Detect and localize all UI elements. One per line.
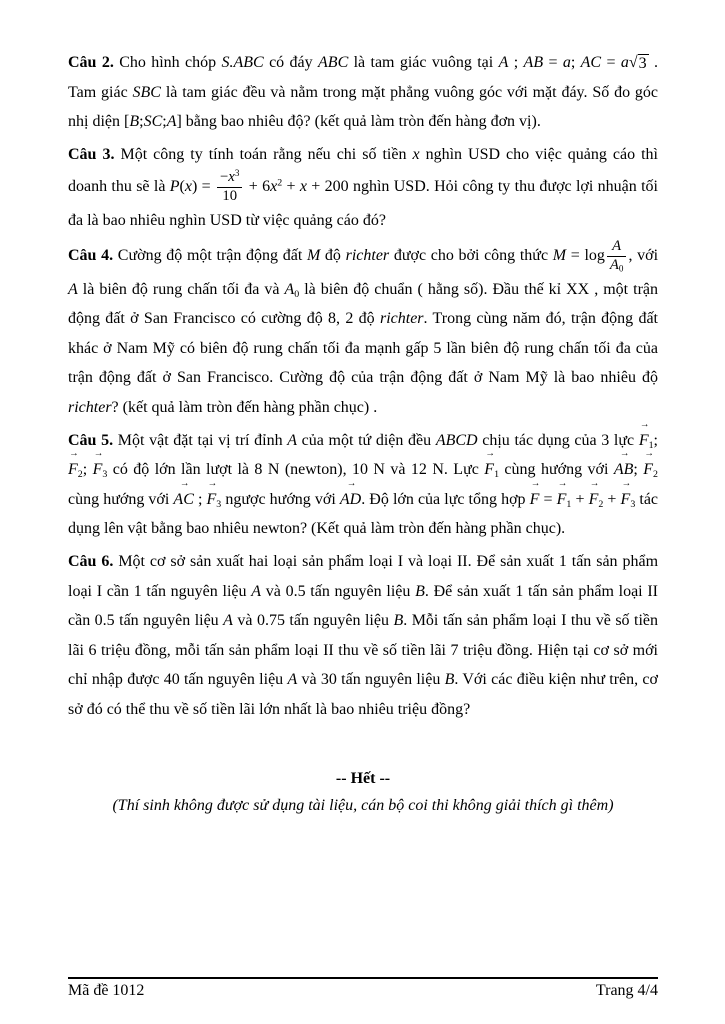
vector-letter: AB → <box>614 455 634 485</box>
text-run: SBC <box>132 83 161 101</box>
text-run: AB <box>523 54 544 71</box>
text-run: A <box>498 54 509 71</box>
fraction <box>215 169 244 205</box>
end-note: (Thí sinh không được sử dụng tài liệu, cán bộ coi thi không giải thích gì thêm) <box>112 796 614 814</box>
exam-code: Mã đề 1012 <box>68 982 145 999</box>
vector-symbol <box>93 461 108 478</box>
vector-letter: F → <box>557 485 567 515</box>
fraction-numerator <box>607 238 627 257</box>
vector-subscript: 3 <box>102 468 108 480</box>
vector-letter: F → <box>530 485 540 515</box>
vector-symbol <box>589 491 604 508</box>
text-run: A <box>166 113 177 131</box>
question: Câu 6. Một cơ sở sản xuất hai loại sản phẩm loại I và loại II. Để sản xuất 1 tấn sản phẩm loại I cần 1 tấn nguyên liệu A và 0.5 tấn nguyên liệu B. Để sản xuất 1 tấn sản phẩm loại II cần 0.5 tấn nguyên liệu A và 0.75 tấn nguyên liệu B. Mỗi tấn sản phẩm loại I thu về số tiền lãi 6 triệu đồng, mỗi tấn sản phẩm loại II thu về số tiền lãi 7 triệu đồng. Hiện tại cơ sở mới chỉ nhập được 40 tấn nguyên liệu A và 30 tấn nguyên liệu B. Với các điều kiện như trên, cơ sở đó có thể thu về số tiền lãi lớn nhất là bao nhiêu triệu đồng? <box>68 552 659 718</box>
text-run: richter <box>345 247 390 265</box>
vector-subscript: 1 <box>648 439 654 451</box>
text-run: SC <box>143 113 163 131</box>
vector-symbol <box>484 461 499 478</box>
sqrt-symbol <box>629 54 649 73</box>
page-number: Trang 4/4 <box>595 982 658 999</box>
vector-subscript: 2 <box>653 468 658 480</box>
fraction-numerator: $-x^3$ <box>217 169 242 188</box>
text-run: A <box>287 671 298 689</box>
text-run: M <box>552 247 567 265</box>
question: Câu 4. Cường độ một trận động đất M độ richter được cho bởi công thức M = log $\frac{A}{A0}$ , với A là biên độ rung chấn tối đa và A0 là biên độ chuẩn ( hằng số). Đầu thế kỉ XX , một trận động đất ở San Francisco có cường độ 8, 2 độ richter. Trong cùng năm đó, trận động đất khác ở Nam Mỹ có biên độ rung chấn tối đa mạnh gấp 5 lần biên độ rung chấn tối đa của trận động đất ở San Francisco. Cường độ của trận động đất ở Nam Mỹ là bao nhiêu độ richter? (kết quả làm tròn đến hàng phần chục) . <box>68 238 659 416</box>
vector-subscript: 2 <box>77 468 83 480</box>
vector-letter: F → <box>207 485 217 515</box>
text-run: B <box>415 582 425 600</box>
vector-letter: F → <box>484 455 494 485</box>
text-run: M <box>306 247 321 265</box>
question-label: Câu 6. <box>68 552 114 570</box>
text-run: a <box>562 54 571 71</box>
vector-symbol <box>530 491 540 508</box>
fraction <box>605 238 629 274</box>
text-run: 3 <box>234 168 240 179</box>
text-run: x <box>270 178 278 196</box>
vector-symbol <box>173 491 193 508</box>
vector-symbol <box>643 461 658 478</box>
text-run: 0 <box>618 263 624 274</box>
vector-letter: F → <box>68 455 78 485</box>
vector-symbol <box>340 491 361 508</box>
question-label: Câu 3. <box>68 145 115 163</box>
vector-symbol <box>68 461 83 478</box>
text-run: A <box>68 280 78 298</box>
text-run: ABC <box>318 54 349 71</box>
text-run: x <box>184 178 192 196</box>
vector-symbol <box>207 491 222 508</box>
vector-letter: AD → <box>340 485 361 515</box>
page-footer <box>68 977 658 1000</box>
text-run: AC <box>580 54 602 71</box>
vector-subscript: 1 <box>494 468 500 480</box>
text-run: B <box>444 671 455 689</box>
question-label: Câu 5. <box>68 431 114 449</box>
text-run: richter <box>379 310 424 328</box>
question-label: Câu 2. <box>68 54 114 71</box>
radicand: 3 <box>638 55 647 72</box>
text-run: A <box>287 431 298 449</box>
text-run: B <box>393 612 404 630</box>
text-run: P <box>169 178 180 196</box>
text-run: richter <box>68 398 112 416</box>
vector-letter: AC → <box>173 485 193 515</box>
text-run: A <box>612 238 622 255</box>
vector-symbol <box>639 432 654 449</box>
text-run: 0 <box>294 288 300 300</box>
text-run: 2 <box>277 177 283 189</box>
vector-subscript: 1 <box>566 498 572 510</box>
question: Câu 5. Một vật đặt tại vị trí đỉnh A của một tứ diện đều ABCD chịu tác dụng của 3 lực F →1; F →2; F →3 có độ lớn lần lượt là 8 N (newton), 10 N và 12 N. Lực F →1 cùng hướng với AB →; F →2 cùng hướng với AC → ; F →3 ngược hướng với AD →. Độ lớn của lực tổng hợp F → = F →1 + F →2 + F →3 tác dụng lên vật bằng bao nhiêu newton? (Kết quả làm tròn đến hàng phần chục). <box>68 426 658 544</box>
fraction-denominator: 10 <box>222 188 238 205</box>
text-run: A <box>609 256 619 273</box>
text-run: x <box>412 145 420 163</box>
vector-subscript: 3 <box>216 498 222 510</box>
vector-symbol <box>557 491 572 508</box>
text-run: B <box>129 113 140 131</box>
end-block <box>68 765 658 819</box>
text-run: A <box>223 612 233 630</box>
end-marker: -- Hết -- <box>335 769 391 787</box>
vector-letter: F → <box>93 455 103 485</box>
vector-symbol <box>614 461 634 478</box>
text-run: ABCD <box>435 431 478 449</box>
vector-subscript: 2 <box>598 498 604 510</box>
question: Câu 3. Một công ty tính toán rằng nếu chi số tiền x nghìn USD cho việc quảng cáo thì doanh thu sẽ là P(x) = $\frac{-x^3}{10}$ + $6x^2 + x + 200$ nghìn USD. Hỏi công ty thu được lợi nhuận tối đa là bao nhiêu nghìn USD từ việc quảng cáo đó? <box>68 145 659 229</box>
vector-letter: F → <box>621 485 631 515</box>
radical-sign: √ <box>628 54 638 71</box>
question: Câu 2. Cho hình chóp S.ABC có đáy ABC là tam giác vuông tại A ; AB = a; AC = a √ 3 . Tam giác SBC là tam giác đều và nằm trong mặt phẳng vuông góc với mặt đáy. Số đo góc nhị diện [B;SC;A] bằng bao nhiêu độ? (kết quả làm tròn đến hàng đơn vị). <box>68 54 659 131</box>
vector-letter: F → <box>643 455 653 485</box>
question-label: Câu 4. <box>68 247 114 265</box>
vector-letter: F → <box>639 426 649 456</box>
text-run: A <box>284 280 295 298</box>
vector-symbol <box>621 491 636 508</box>
questions-section <box>68 48 658 725</box>
text-run: S.ABC <box>221 54 264 71</box>
text-run: a <box>620 54 629 71</box>
fraction-denominator <box>607 257 627 275</box>
text-run: A <box>251 582 262 600</box>
vector-letter: F → <box>589 485 599 515</box>
text-run: x <box>228 169 235 186</box>
vector-subscript: 3 <box>630 498 636 510</box>
text-run: x <box>299 178 307 196</box>
